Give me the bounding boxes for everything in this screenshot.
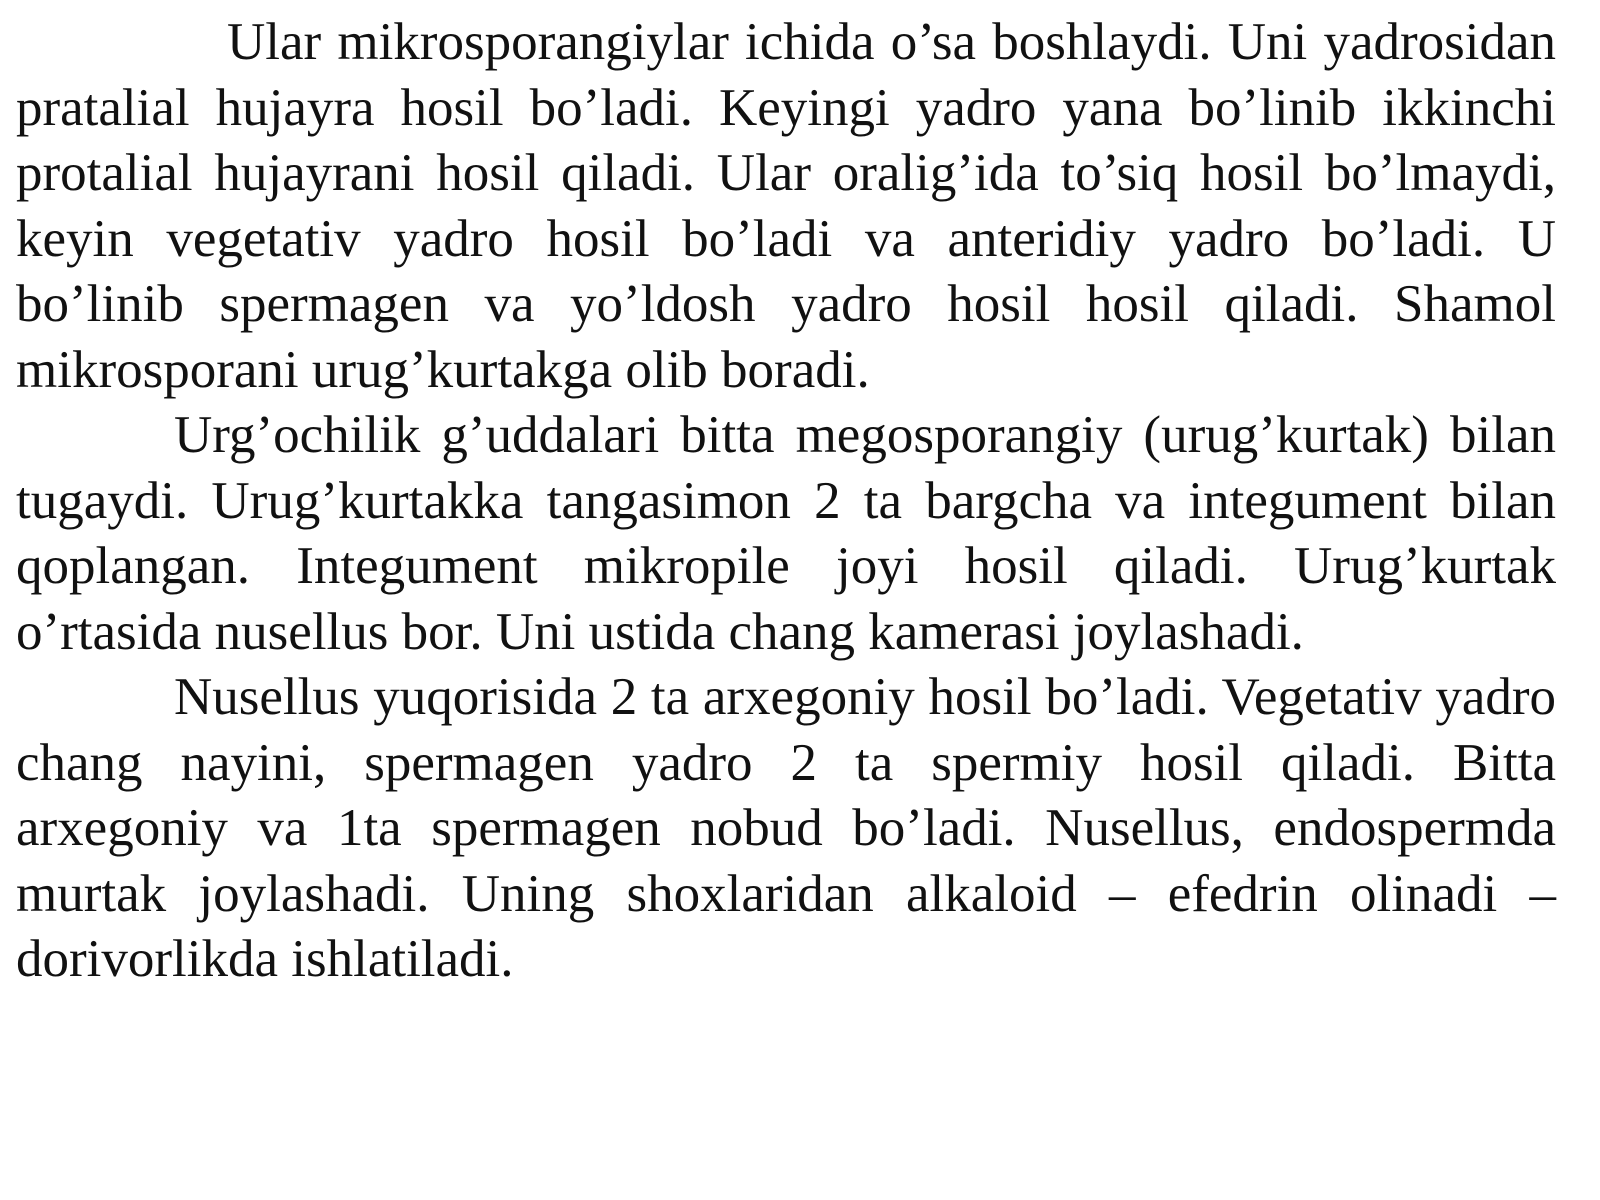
paragraph-3: Nusellus yuqorisida 2 ta arxegoniy hosil bo’ladi. Vegetativ yadro chang nayini, spermagen yadro 2 ta spermiy hosil qiladi. Bitta arxegoniy va 1ta spermagen nobud bo’ladi. Nusellus, endospermda murtak joylashadi. Uning shoxlaridan alkaloid – efedrin olinadi – dorivorlikda ishlatiladi. bbox=[16, 668, 1556, 988]
document-body bbox=[16, 10, 1556, 993]
paragraph-1: Ular mikrosporangiylar ichida o’sa boshlaydi. Uni yadrosidan pratalial hujayra hosil bo’ladi. Keyingi yadro yana bo’linib ikkinchi protalial hujayrani hosil qiladi. Ular oralig’ida to’siq hosil bo’lmaydi, keyin vegetativ yadro hosil bo’ladi va anteridiy yadro bo’ladi. U bo’linib spermagen va yo’ldosh yadro hosil hosil qiladi. Shamol mikrosporani urug’kurtakga olib boradi. bbox=[16, 13, 1556, 399]
paragraph-2: Urg’ochilik g’uddalari bitta megosporangiy (urug’kurtak) bilan tugaydi. Urug’kurtakka tangasimon 2 ta bargcha va integument bilan qoplangan. Integument mikropile joyi hosil qiladi. Urug’kurtak o’rtasida nusellus bor. Uni ustida chang kamerasi joylashadi. bbox=[16, 406, 1556, 661]
